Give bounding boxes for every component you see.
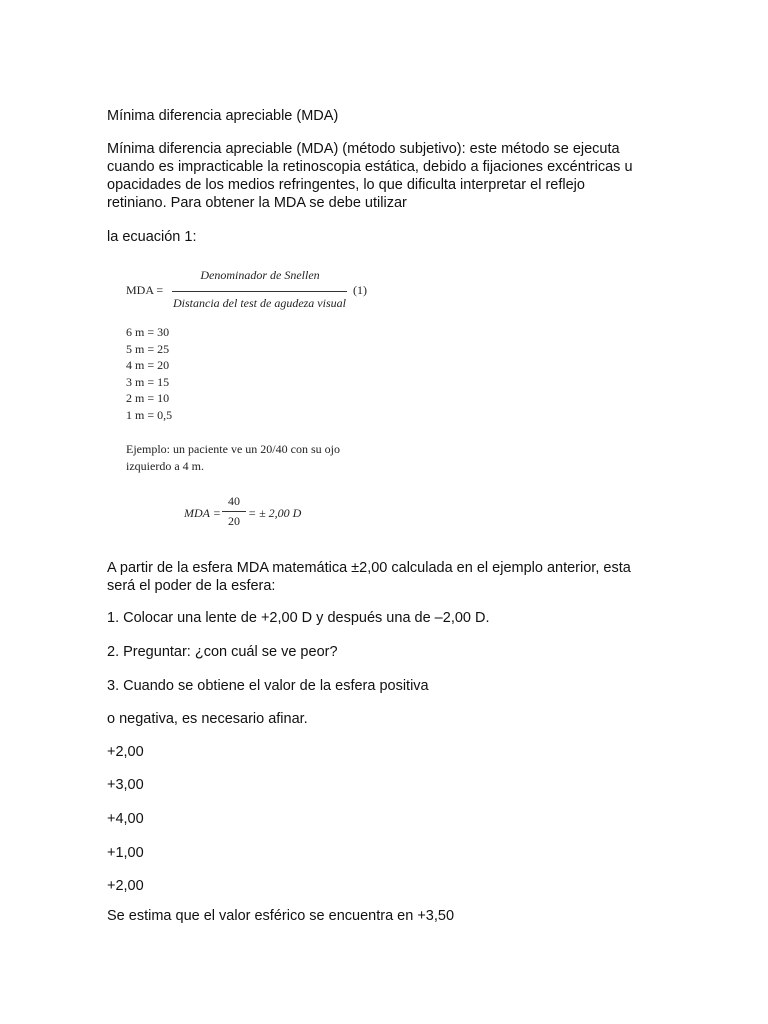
- example-rhs: = ± 2,00 D: [248, 506, 302, 520]
- step-item: 1. Colocar una lente de +2,00 D y después una de –2,00 D.: [107, 610, 490, 626]
- paragraph-line: A partir de la esfera MDA matemática ±2,00 calculada en el ejemplo anterior, esta: [107, 560, 631, 576]
- step-item: o negativa, es necesario afinar.: [107, 711, 308, 727]
- formula-image: [118, 258, 378, 538]
- equation-denominator: Distancia del test de agudeza visual: [173, 296, 346, 310]
- example-text: [126, 441, 376, 475]
- document-title: Mínima diferencia apreciable (MDA): [107, 108, 339, 124]
- conclusion-text: Se estima que el valor esférico se encuentra en +3,50: [107, 908, 455, 924]
- step-item: 3. Cuando se obtiene el valor de la esfera positiva: [107, 678, 429, 694]
- conversion-item: 2 m = 10: [126, 391, 170, 405]
- step-item: 2. Preguntar: ¿con cuál se ve peor?: [107, 644, 338, 660]
- conversion-item: 5 m = 25: [126, 341, 170, 356]
- example-line: Ejemplo: un paciente ve un 20/40 con su ojo: [126, 442, 340, 456]
- value-item: +3,00: [107, 777, 144, 793]
- equation-numerator: Denominador de Snellen: [200, 268, 320, 282]
- conversion-item: 1 m = 0,5: [126, 407, 173, 422]
- example-lhs: MDA =: [184, 506, 221, 520]
- conversion-item: 3 m = 15: [126, 374, 170, 389]
- conversion-item: 6 m = 30: [126, 325, 170, 339]
- example-equation: [184, 494, 314, 530]
- distance-conversion-list: [126, 324, 172, 423]
- mda-equation: [126, 268, 376, 312]
- intro-line: retiniano. Para obtener la MDA se debe utilizar: [107, 195, 407, 211]
- example-denominator: 20: [228, 514, 240, 528]
- equation-intro: la ecuación 1:: [107, 229, 197, 245]
- example-numerator: 40: [228, 494, 240, 508]
- fraction-bar: [172, 291, 347, 292]
- equation-tag: (1): [353, 283, 367, 297]
- intro-paragraph: [107, 140, 667, 212]
- value-item: +2,00: [107, 878, 144, 894]
- paragraph-line: será el poder de la esfera:: [107, 578, 276, 594]
- value-item: +1,00: [107, 845, 144, 861]
- value-item: +4,00: [107, 811, 144, 827]
- fraction-bar: [222, 511, 246, 512]
- equation-lhs: MDA =: [126, 283, 164, 297]
- after-formula-paragraph: [107, 559, 667, 595]
- intro-line: cuando es impracticable la retinoscopia estática, debido a fijaciones excéntricas u: [107, 159, 633, 175]
- conversion-item: 4 m = 20: [126, 358, 170, 372]
- intro-line: Mínima diferencia apreciable (MDA) (método subjetivo): este método se ejecuta: [107, 141, 620, 157]
- intro-line: opacidades de los medios refringentes, lo que dificulta interpretar el reflejo: [107, 177, 585, 193]
- value-item: +2,00: [107, 744, 144, 760]
- example-line: izquierdo a 4 m.: [126, 459, 204, 473]
